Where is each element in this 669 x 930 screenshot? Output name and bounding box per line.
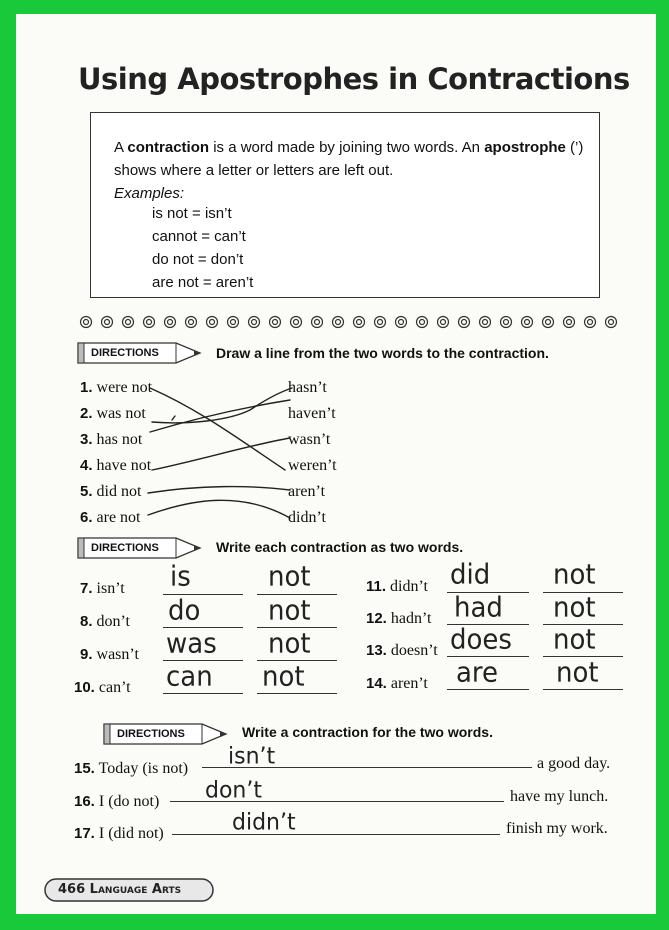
directions-label: DIRECTIONS [117,728,185,740]
term-contraction: contraction [127,139,210,156]
handwritten-answer: had [454,592,503,624]
handwritten-answer: did [450,559,491,591]
handwritten-answer: not [268,595,311,627]
sentence-prefix: 16. I (do not) [74,793,160,810]
example-item: is not = isn’t [152,205,232,222]
handwritten-answer: do [168,595,201,627]
term-apostrophe: apostrophe [484,139,566,156]
match-right-item: wasn’t [288,431,331,448]
contraction-item: 11. didn’t [366,578,428,595]
directions-label: DIRECTIONS [91,347,159,359]
answer-line [447,689,529,690]
answer-line [170,801,504,802]
handwritten-answer: can [166,661,213,693]
directions-label: DIRECTIONS [91,542,159,554]
answer-line [172,834,500,835]
match-right-item: didn’t [288,509,326,526]
sentence-suffix: a good day. [537,755,611,772]
contraction-item: 12. hadn’t [366,610,432,627]
section3-instruction: Write a contraction for the two words. [242,724,493,740]
handwritten-answer: was [166,628,217,660]
handwritten-answer: not [556,657,599,689]
answer-line [257,693,337,694]
handwritten-answer: does [450,624,512,656]
contraction-item: 9. wasn’t [80,646,139,663]
match-left-item: 6. are not [80,509,141,526]
sentence-prefix: 15. Today (is not) [74,760,189,777]
sentence-prefix: 17. I (did not) [74,825,164,842]
match-right-item: haven’t [288,405,336,422]
section2-instruction: Write each contraction as two words. [216,539,464,555]
page-title: Using Apostrophes in Contractions [78,62,630,96]
example-item: cannot = can’t [152,228,246,245]
handwritten-answer: didn’t [232,809,296,836]
definition-text: A contraction is a word made by joining two words. An apostrophe (’) shows where a letter or letters are left out. [114,139,584,179]
handwritten-answer: don’t [205,777,262,804]
contraction-item: 7. isn’t [80,580,125,597]
answer-line [543,689,623,690]
example-item: are not = aren’t [152,274,254,291]
example-item: do not = don’t [152,251,244,268]
contraction-item: 14. aren’t [366,675,428,692]
page-number-label: 466 Language Arts [58,882,182,897]
match-left-item: 2. was not [80,405,146,422]
section1-instruction: Draw a line from the two words to the contraction. [216,345,549,361]
contraction-item: 8. don’t [80,613,130,630]
sentence-suffix: have my lunch. [510,788,609,805]
match-line [148,500,290,518]
match-left-item: 1. were not [80,379,153,396]
contraction-item: 13. doesn’t [366,642,438,659]
handwritten-answer: isn’t [228,743,276,770]
match-line [152,438,290,470]
match-line [148,487,290,493]
handwritten-answer: are [456,657,499,689]
sentence-suffix: finish my work. [506,820,608,837]
match-left-item: 5. did not [80,483,142,500]
handwritten-answer: not [553,559,596,591]
match-right-item: aren’t [288,483,326,500]
match-right-item: weren’t [288,457,337,474]
handwritten-answer: not [268,628,311,660]
handwritten-answer: not [553,624,596,656]
examples-label: Examples: [114,185,185,202]
answer-line [163,693,243,694]
match-right-item: hasn’t [288,379,327,396]
handwritten-answer: not [268,561,311,593]
answer-line [202,767,532,768]
handwritten-answer: is [170,561,191,593]
match-left-item: 4. have not [80,457,152,474]
handwritten-answer: not [262,661,305,693]
contraction-item: 10. can’t [74,679,131,696]
match-left-item: 3. has not [80,431,143,448]
handwritten-answer: not [553,592,596,624]
